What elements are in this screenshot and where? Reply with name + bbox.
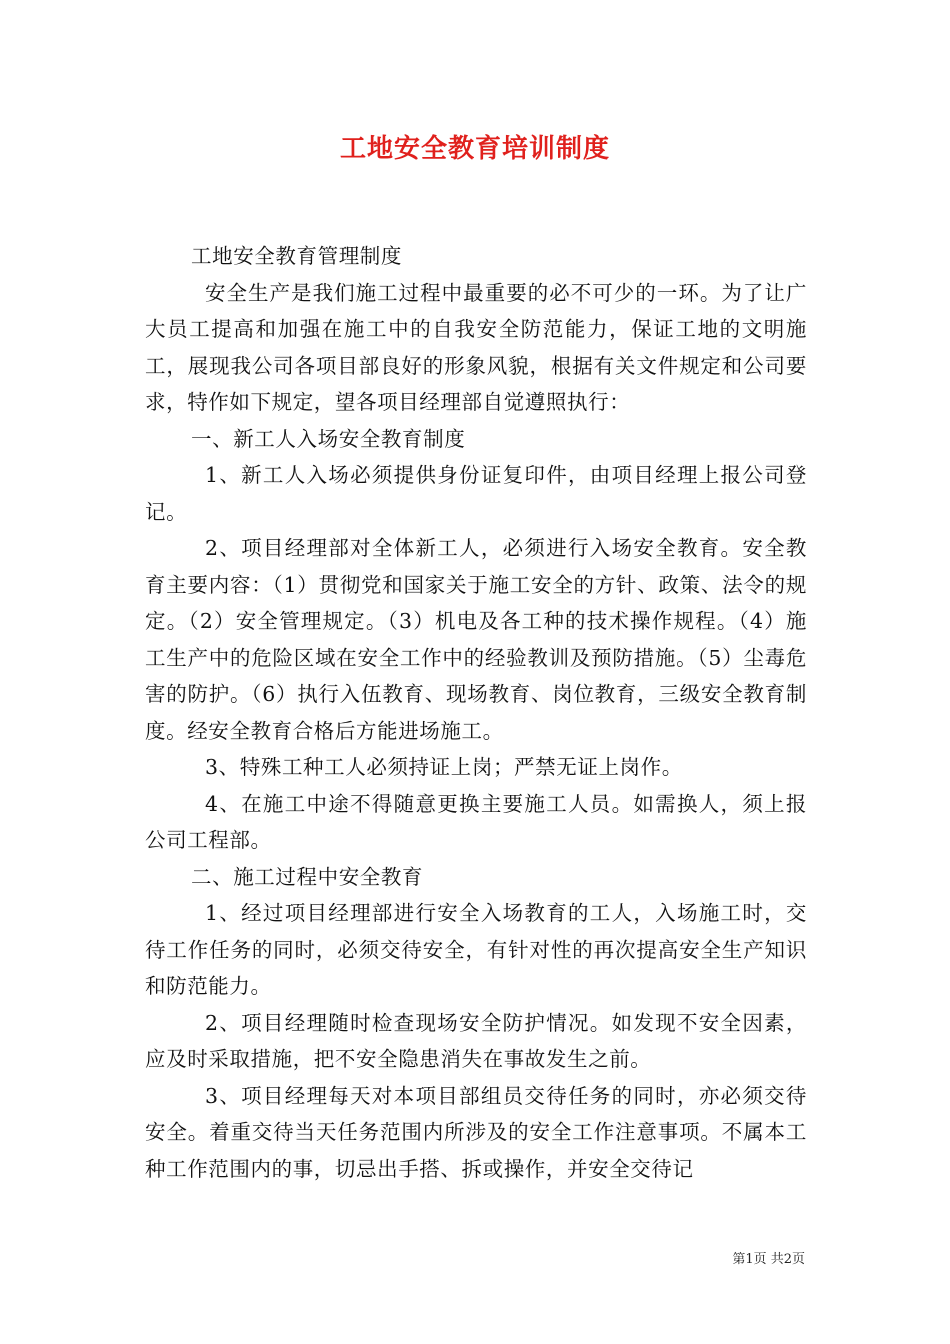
paragraph: 安全生产是我们施工过程中最重要的必不可少的一环。为了让广大员工提高和加强在施工中的自我安全防范能力，保证工地的文明施工，展现我公司各项目部良好的形象风貌，根据有关文件规定和公司要求，特作如下规定，望各项目经理部自觉遵照执行： bbox=[145, 280, 807, 414]
section-heading: 二、施工过程中安全教育 bbox=[191, 864, 424, 889]
paragraph: 1、经过项目经理部进行安全入场教育的工人，入场施工时，交待工作任务的同时，必须交待安全，有针对性的再次提高安全生产知识和防范能力。 bbox=[145, 901, 807, 998]
page-number: 第1页 共2页 bbox=[732, 1252, 805, 1267]
paragraph: 2、项目经理随时检查现场安全防护情况。如发现不安全因素，应及时采取措施，把不安全隐患消失在事故发生之前。 bbox=[145, 1010, 807, 1071]
section-heading: 工地安全教育管理制度 bbox=[191, 244, 402, 268]
document-body bbox=[145, 238, 807, 1187]
section-heading: 一、新工人入场安全教育制度 bbox=[191, 426, 466, 451]
paragraph: 3、特殊工种工人必须持证上岗；严禁无证上岗作。 bbox=[205, 755, 683, 779]
paragraph: 1、新工人入场必须提供身份证复印件，由项目经理上报公司登记。 bbox=[145, 463, 807, 524]
paragraph: 2、项目经理部对全体新工人，必须进行入场安全教育。安全教育主要内容：（1）贯彻党和国家关于施工安全的方针、政策、法令的规定。（2）安全管理规定。（3）机电及各工种的技术操作规程。（4）施工生产中的危险区域在安全工作中的经验教训及预防措施。（5）尘毒危害的防护。（6）执行入伍教育、现场教育、岗位教育，三级安全教育制度。经安全教育合格后方能进场施工。 bbox=[145, 536, 807, 743]
paragraph: 3、项目经理每天对本项目部组员交待任务的同时，亦必须交待安全。着重交待当天任务范围内所涉及的安全工作注意事项。不属本工种工作范围内的事，切忌出手搭、拆或操作，并安全交待记 bbox=[145, 1083, 807, 1181]
paragraph: 4、在施工中途不得随意更换主要施工人员。如需换人，须上报公司工程部。 bbox=[145, 791, 807, 852]
document-title: 工地安全教育培训制度 bbox=[339, 134, 610, 164]
